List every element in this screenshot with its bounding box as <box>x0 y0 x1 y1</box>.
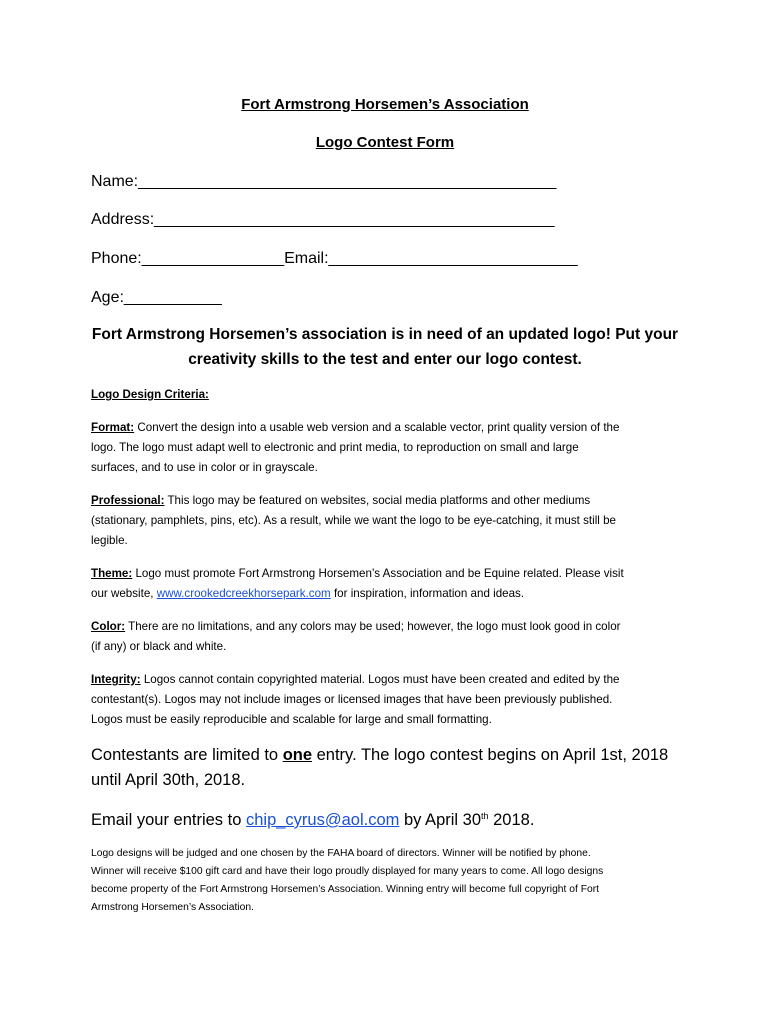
color-text-1: There are no limitations, and any colors may be used; however, the logo must look good in color <box>125 620 621 633</box>
entry-line-1 <box>91 746 668 765</box>
email-line-pre: Email your entries to <box>91 811 246 829</box>
format-text-1: Convert the design into a usable web version and a scalable vector, print quality version of the <box>134 421 620 434</box>
criteria-heading: Logo Design Criteria: <box>91 388 209 401</box>
entry-text-post: entry. The logo contest begins on April 1st, 2018 <box>312 746 669 764</box>
theme-text-1: Logo must promote Fort Armstrong Horsemen’s Association and be Equine related. Please visit <box>132 567 624 580</box>
email-line-sup: th <box>481 811 489 821</box>
theme-line-2 <box>91 587 524 600</box>
theme-label: Theme: <box>91 567 133 580</box>
entry-emphasis: one <box>282 746 313 764</box>
website-link[interactable]: www.crookedcreekhorsepark.com <box>156 587 331 600</box>
footer-line-2: Winner will receive $100 gift card and have their logo proudly displayed for many years to come. All logo designs <box>91 866 604 877</box>
integrity-text-1: Logos cannot contain copyrighted material. Logos must have been created and edited by the <box>140 673 620 686</box>
email-line <box>91 811 534 830</box>
email-line-mid: by April 30 <box>399 811 482 829</box>
phone-field: Phone:________________ <box>91 250 285 267</box>
format-line-2: logo. The logo must adapt well to electronic and print media, to reproduction on small and large <box>91 441 579 454</box>
integrity-line-1 <box>91 673 620 686</box>
professional-label: Professional: <box>91 494 165 507</box>
address-field: Address:_____________________________________________ <box>91 211 555 228</box>
format-line-3: surfaces, and to use in color or in grayscale. <box>91 461 318 474</box>
professional-line-1 <box>91 494 590 507</box>
footer-line-1: Logo designs will be judged and one chosen by the FAHA board of directors. Winner will be notified by phone. <box>91 848 591 859</box>
color-label: Color: <box>91 620 126 633</box>
phone-email-row <box>91 250 578 268</box>
theme-text-2-pre: our website, <box>91 587 157 600</box>
form-title: Logo Contest Form <box>315 134 455 151</box>
name-field: Name:_______________________________________________ <box>91 173 557 190</box>
integrity-label: Integrity: <box>91 673 141 686</box>
entry-text-pre: Contestants are limited to <box>91 746 283 764</box>
format-label: Format: <box>91 421 135 434</box>
integrity-line-2: contestant(s). Logos may not include images or licensed images that have been previously published. <box>91 693 613 706</box>
email-line-post: 2018. <box>488 811 535 829</box>
professional-line-2: (stationary, pamphlets, pins, etc). As a result, while we want the logo to be eye-catching, it must still be <box>91 514 616 527</box>
theme-line-1 <box>91 567 624 580</box>
org-title: Fort Armstrong Horsemen’s Association <box>241 96 529 113</box>
theme-text-2-post: for inspiration, information and ideas. <box>330 587 525 600</box>
age-field: Age:___________ <box>91 289 222 306</box>
email-field: Email:____________________________ <box>284 250 578 267</box>
color-line-2: (if any) or black and white. <box>91 640 227 653</box>
color-line-1 <box>91 620 621 633</box>
entry-line-2: until April 30th, 2018. <box>91 771 246 789</box>
footer-line-4: Armstrong Horsemen’s Association. <box>91 902 254 913</box>
professional-text-1: This logo may be featured on websites, social media platforms and other mediums <box>164 494 591 507</box>
email-link[interactable]: chip_cyrus@aol.com <box>245 811 400 829</box>
intro-line-1: Fort Armstrong Horsemen’s association is in need of an updated logo! Put your <box>91 326 679 343</box>
intro-line-2: creativity skills to the test and enter our logo contest. <box>188 351 582 368</box>
integrity-line-3: Logos must be easily reproducible and scalable for large and small formatting. <box>91 713 492 726</box>
footer-line-3: become property of the Fort Armstrong Horsemen’s Association. Winning entry will become full copyright of Fort <box>91 884 600 895</box>
format-line-1 <box>91 421 619 434</box>
professional-line-3: legible. <box>91 534 128 547</box>
